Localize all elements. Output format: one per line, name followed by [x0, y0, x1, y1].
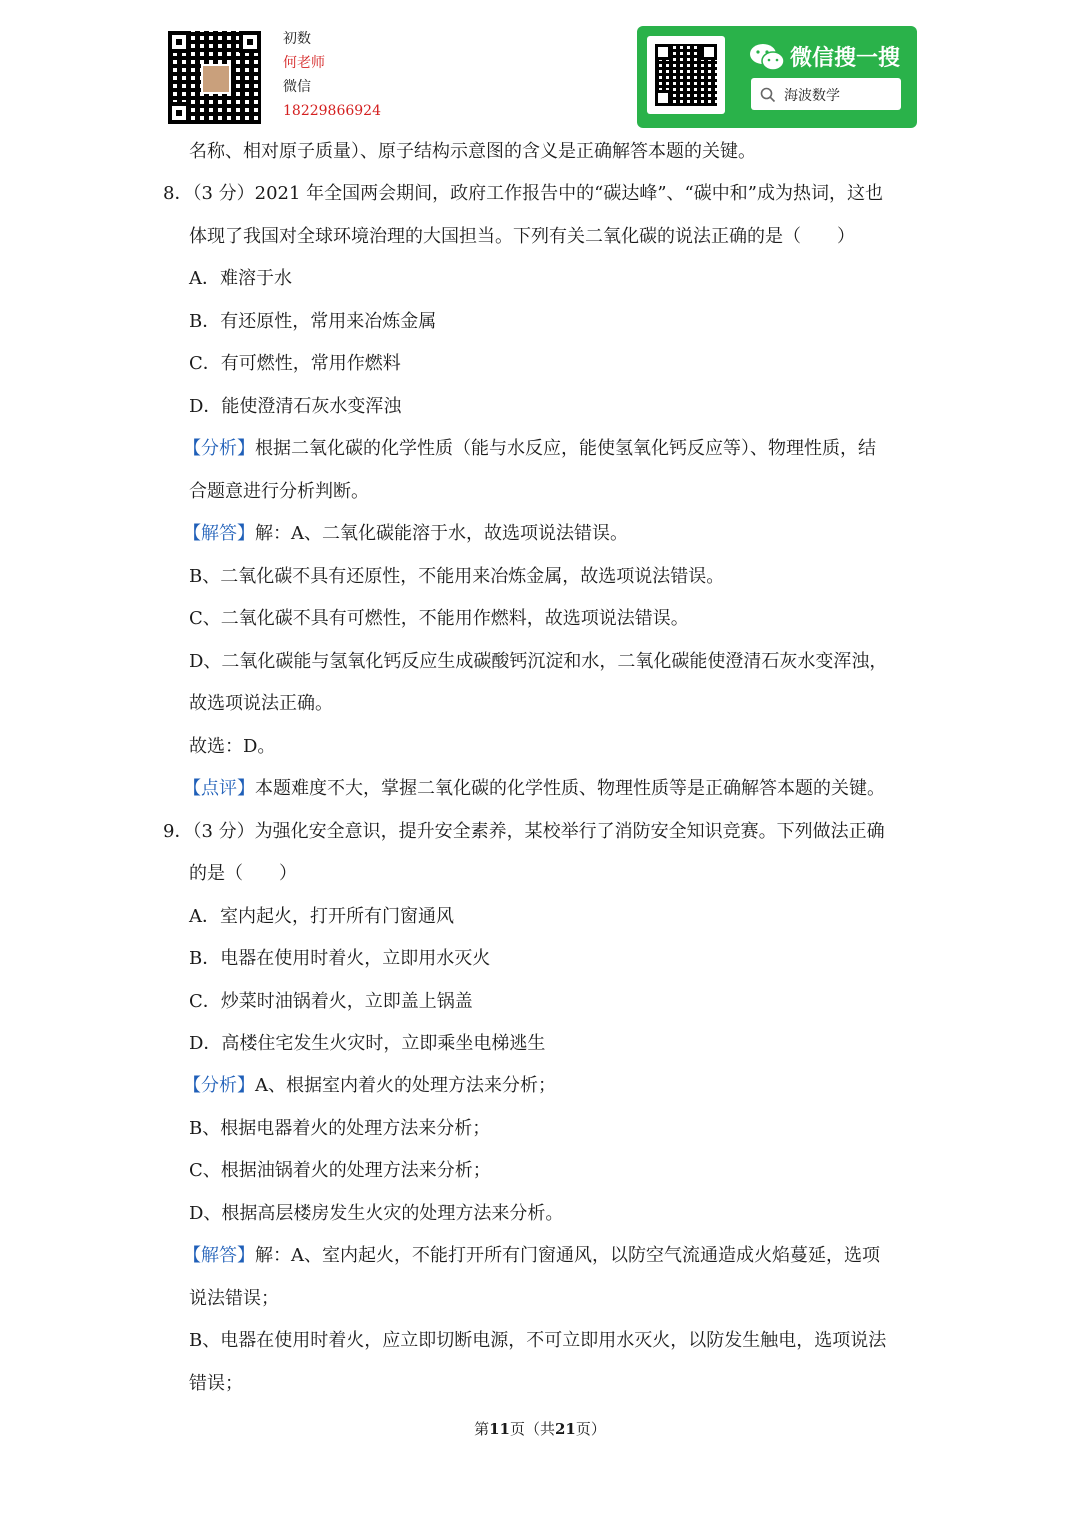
answer-text: 解：A、室内起火，不能打开所有门窗通风，以防空气流通造成火焰蔓延，选项 — [255, 1245, 880, 1266]
contact-info — [283, 27, 381, 123]
q8-option-c: C．有可燃性，常用作燃料 — [189, 353, 401, 374]
answer-tag: 【解答】 — [183, 523, 255, 544]
banner-title: 微信搜一搜 — [790, 46, 901, 71]
banner-qr-finder-tr — [701, 44, 717, 60]
q8-option-a: A．难溶于水 — [189, 268, 292, 289]
q8-choice: 故选：D。 — [189, 736, 276, 757]
analysis-text: A、根据室内着火的处理方法来分析； — [255, 1075, 556, 1096]
wechat-qr-code — [168, 31, 261, 124]
q8-answer-d: D、二氧化碳能与氢氧化钙反应生成碳酸钙沉淀和水，二氧化碳能使澄清石灰水变浑浊， — [189, 651, 888, 672]
q9-option-c: C．炒菜时油锅着火，立即盖上锅盖 — [189, 991, 473, 1012]
q9-analysis-b: B、根据电器着火的处理方法来分析； — [189, 1118, 491, 1139]
banner-search-box[interactable] — [751, 78, 901, 110]
wechat-icon — [749, 42, 785, 72]
answer-tag: 【解答】 — [183, 1245, 255, 1266]
contact-subject: 初数 — [283, 31, 311, 47]
q9-analysis-d: D、根据高层楼房发生火灾的处理方法来分析。 — [189, 1203, 564, 1224]
q9-answer-b-cont: 错误； — [189, 1373, 243, 1394]
q8-analysis — [183, 437, 876, 461]
wechat-search-banner[interactable] — [637, 26, 917, 128]
q9-option-b: B．电器在使用时着火，立即用水灭火 — [189, 948, 491, 969]
q9-analysis-c: C、根据油锅着火的处理方法来分析； — [189, 1160, 491, 1181]
search-text: 海波数学 — [784, 88, 840, 104]
q9-option-d: D．高楼住宅发生火灾时，立即乘坐电梯逃生 — [189, 1033, 546, 1054]
qr-finder-top-left — [168, 31, 190, 53]
q8-comment — [183, 777, 885, 801]
contact-wechat-label: 微信 — [283, 79, 311, 95]
banner-qr-finder-bl — [655, 90, 671, 106]
qr-finder-top-right — [239, 31, 261, 53]
page-footer — [0, 1418, 1080, 1439]
banner-qr-finder-tl — [655, 44, 671, 60]
q9-answer-a-cont: 说法错误； — [189, 1288, 279, 1309]
footer-mid: 页（共 — [509, 1420, 555, 1438]
q9-analysis — [183, 1074, 556, 1098]
question-8-stem: 8．（3 分）2021 年全国两会期间，政府工作报告中的“碳达峰”、“碳中和”成为热词，这也 — [163, 183, 883, 204]
analysis-tag: 【分析】 — [183, 438, 255, 459]
question-9-stem: 9．（3 分）为强化安全意识，提升安全素养，某校举行了消防安全知识竞赛。下列做法正确 — [163, 821, 885, 842]
current-page-number: 11 — [489, 1420, 510, 1438]
q8-option-b: B．有还原性，常用来冶炼金属 — [189, 311, 437, 332]
comment-text: 本题难度不大，掌握二氧化碳的化学性质、物理性质等是正确解答本题的关键。 — [255, 778, 885, 799]
qr-finder-bottom-left — [168, 102, 190, 124]
analysis-text: 根据二氧化碳的化学性质（能与水反应，能使氢氧化钙反应等）、物理性质，结 — [255, 438, 876, 459]
q8-option-d: D．能使澄清石灰水变浑浊 — [189, 396, 402, 417]
answer-text: 解：A、二氧化碳能溶于水，故选项说法错误。 — [255, 523, 628, 544]
total-pages: 21 — [555, 1420, 576, 1438]
q8-answer — [183, 522, 628, 546]
q8-answer-b: B、二氧化碳不具有还原性，不能用来冶炼金属，故选项说法错误。 — [189, 566, 725, 587]
footer-prefix: 第 — [474, 1420, 490, 1438]
footer-suffix: 页） — [575, 1420, 606, 1438]
question-8-stem-cont: 体现了我国对全球环境治理的大国担当。下列有关二氧化碳的说法正确的是（ ） — [189, 226, 855, 247]
q8-answer-d-cont: 故选项说法正确。 — [189, 693, 333, 714]
q9-answer — [183, 1244, 880, 1268]
q8-analysis-cont: 合题意进行分析判断。 — [189, 481, 369, 502]
banner-qr-code — [647, 36, 725, 114]
analysis-tag: 【分析】 — [183, 1075, 255, 1096]
q9-answer-b: B、电器在使用时着火，应立即切断电源，不可立即用水灭火，以防发生触电，选项说法 — [189, 1330, 887, 1351]
comment-tag: 【点评】 — [183, 778, 255, 799]
question-9-stem-cont: 的是（ ） — [189, 863, 297, 884]
q8-answer-c: C、二氧化碳不具有可燃性，不能用作燃料，故选项说法错误。 — [189, 608, 689, 629]
contact-teacher: 何老师 — [283, 55, 325, 71]
q9-option-a: A．室内起火，打开所有门窗通风 — [189, 906, 454, 927]
text-line: 名称、相对原子质量）、原子结构示意图的含义是正确解答本题的关键。 — [189, 141, 756, 162]
search-icon — [760, 87, 776, 103]
qr-avatar — [201, 64, 231, 94]
contact-phone: 18229866924 — [283, 103, 381, 119]
